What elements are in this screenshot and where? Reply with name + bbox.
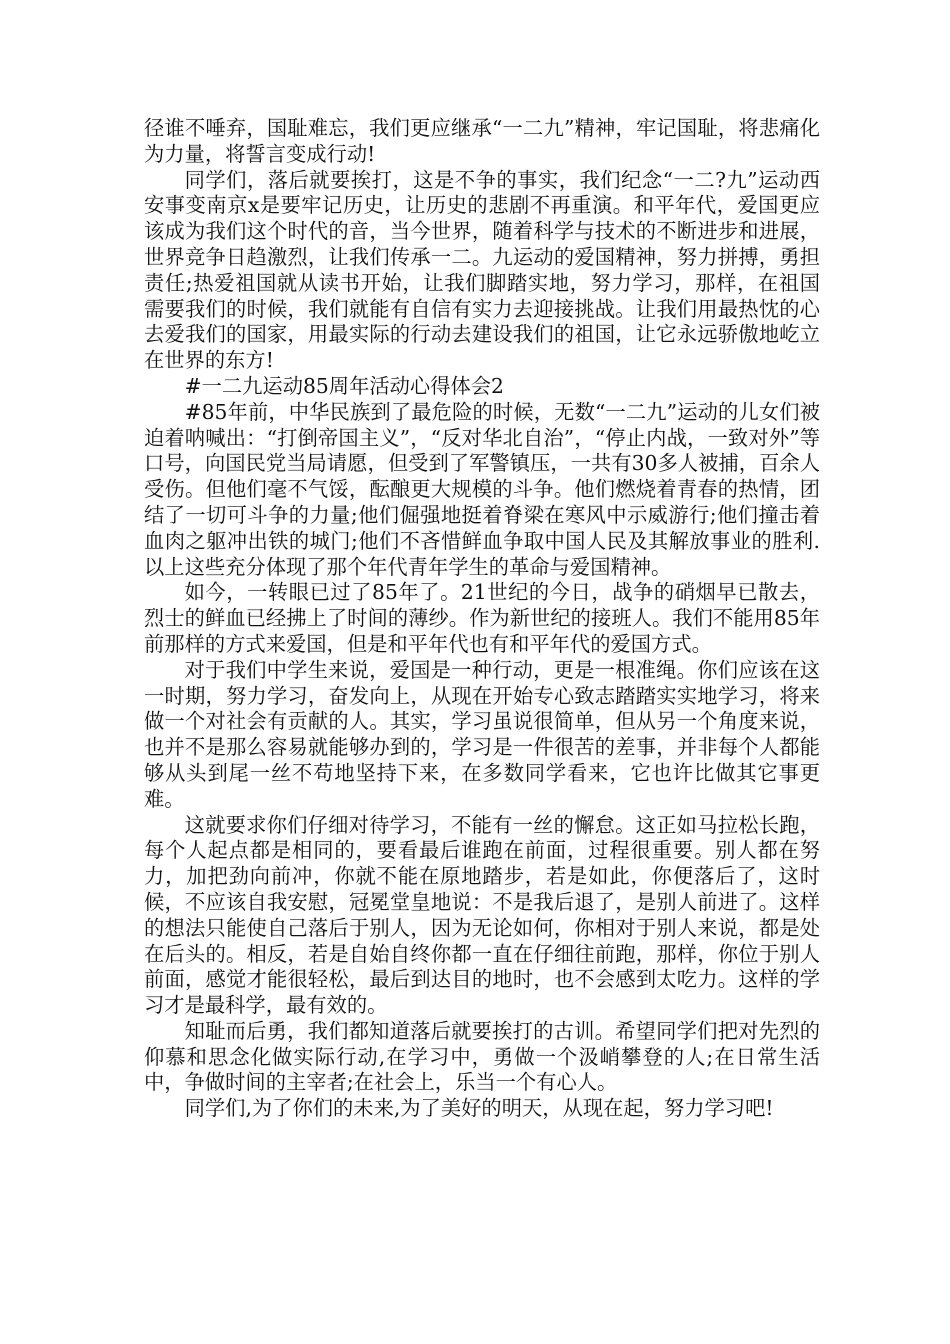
paragraph-4: 如今，一转眼已过了85年了。21世纪的今日，战争的硝烟早已散去，烈士的鲜血已经拂上了时间的薄纱。作为新世纪的接班人。我们不能用85年前那样的方式来爱国，但是和平年代也有和平年代的爱国方式。 (144, 580, 820, 656)
paragraph-7: 知耻而后勇，我们都知道落后就要挨打的古训。希望同学们把对先烈的仰慕和思念化做实际行动,在学习中，勇做一个汲峭攀登的人;在日常生活中，争做时间的主宰者;在社会上，乐当一个有心人。 (144, 1018, 820, 1095)
document-page (144, 116, 820, 1122)
paragraph-2: 同学们，落后就要挨打，这是不争的事实，我们纪念“一二?九”运动西安事变南京x是要牢记历史，让历史的悲剧不再重演。和平年代，爱国更应该成为我们这个时代的音，当今世界，随着科学与技术的不断进步和进展，世界竞争日趋激烈，让我们传承一二。九运动的爱国精神，努力拼搏，勇担责任;热爱祖国就从读书开始，让我们脚踏实地，努力学习，那样，在祖国需要我们的时候，我们就能有自信有实力去迎接挑战。让我们用最热忱的心去爱我们的国家，用最实际的行动去建设我们的祖国，让它永远骄傲地屹立在世界的东方! (144, 167, 820, 373)
paragraph-5: 对于我们中学生来说，爱国是一种行动，更是一根准绳。你们应该在这一时期，努力学习，奋发向上，从现在开始专心致志踏踏实实地学习，将来做一个对社会有贡献的人。其实，学习虽说很简单，但从另一个角度来说，也并不是那么容易就能够办到的，学习是一件很苦的差事，并非每个人都能够从头到尾一丝不苟地坚持下来，在多数同学看来，它也许比做其它事更难。 (144, 657, 820, 811)
paragraph-8: 同学们,为了你们的未来,为了美好的明天，从现在起，努力学习吧! (184, 1096, 774, 1121)
paragraph-1: 径谁不唾弃，国耻难忘，我们更应继承“一二九”精神，牢记国耻，将悲痛化为力量，将誓言变成行动! (144, 116, 820, 166)
paragraph-3: #85年前，中华民族到了最危险的时候，无数“一二九”运动的儿女们被迫着呐喊出：“打倒帝国主义”，“反对华北自治”，“停止内战，一致对外”等口号，向国民党当局请愿，但受到了军警镇压，一共有30多人被捕，百余人受伤。但他们毫不气馁，酝酿更大规模的斗争。他们燃烧着青春的热情，团结了一切可斗争的力量;他们倔强地挺着脊梁在寒风中示威游行;他们撞击着血肉之躯冲出铁的城门;他们不吝惜鲜血争取中国人民及其解放事业的胜利.以上这些充分体现了那个年代青年学生的革命与爱国精神。 (144, 399, 820, 579)
section-heading: #一二九运动85周年活动心得体会2 (184, 373, 504, 398)
paragraph-6: 这就要求你们仔细对待学习，不能有一丝的懈怠。这正如马拉松长跑，每个人起点都是相同的，要看最后谁跑在前面，过程很重要。别人都在努力，加把劲向前冲，你就不能在原地踏步，若是如此，你便落后了，这时候，不应该自我安慰，冠冕堂皇地说：不是我后退了，是别人前进了。这样的想法只能使自己落后于别人，因为无论如何，你相对于别人来说，都是处在后头的。相反，若是自始自终你都一直在仔细往前跑，那样，你位于别人前面，感觉才能很轻松，最后到达目的地时，也不会感到太吃力。这样的学习才是最科学，最有效的。 (144, 812, 820, 1018)
